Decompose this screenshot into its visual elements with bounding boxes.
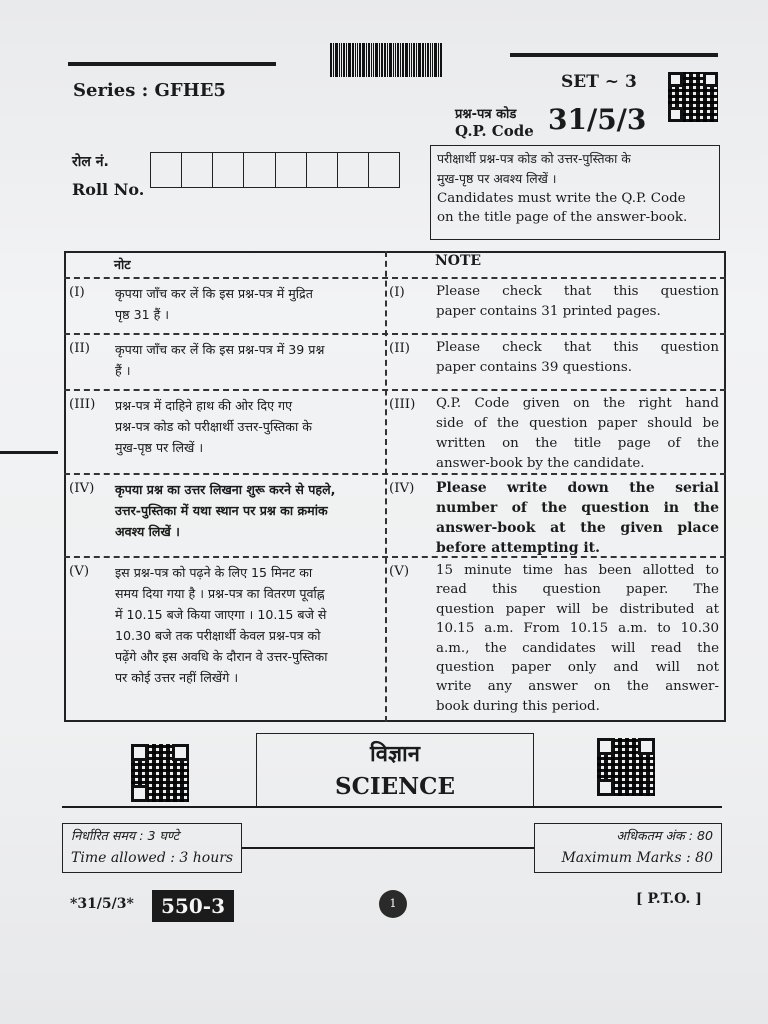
barcode-stripe bbox=[362, 43, 365, 77]
time-hindi: निर्धारित समय : 3 घण्टे bbox=[71, 828, 180, 843]
roll-digit-box[interactable] bbox=[338, 153, 369, 187]
note-hindi-line: पृष्ठ 31 हैं । bbox=[115, 307, 170, 322]
subject-english: SCIENCE bbox=[334, 773, 456, 800]
note-english-line: question paper will be distributed at bbox=[436, 601, 719, 617]
barcode-stripe bbox=[339, 43, 340, 77]
barcode-stripe bbox=[400, 43, 401, 77]
note-english-line: Please write down the serial bbox=[436, 480, 719, 496]
note-hindi-line: मुख-पृष्ठ पर लिखें । bbox=[115, 440, 204, 455]
note-number-left: (V) bbox=[69, 564, 90, 579]
subject-title-box bbox=[256, 733, 534, 807]
note-english-line: read this question paper. The bbox=[436, 582, 719, 598]
note-hindi-line: पढ़ेंगे और इस अवधि के दौरान वे उत्तर-पुस्तिका bbox=[115, 649, 328, 664]
footer-code-ref: *31/5/3* bbox=[70, 896, 134, 912]
note-english-line: Q.P. Code given on the right hand bbox=[436, 396, 719, 411]
maximum-marks-box bbox=[534, 823, 722, 873]
note-english-text bbox=[436, 561, 719, 716]
candidate-instruction-box bbox=[430, 145, 720, 240]
barcode-stripe bbox=[343, 43, 345, 77]
page-number: 1 bbox=[379, 890, 407, 918]
barcode-stripe bbox=[427, 43, 429, 77]
note-hindi-line: समय दिया गया है । प्रश्न-पत्र का वितरण पूर्वाह्न bbox=[115, 586, 325, 601]
note-english-line: answer-book by the candidate. bbox=[436, 456, 645, 471]
barcode-stripe bbox=[357, 43, 358, 77]
note-english-text bbox=[436, 338, 719, 378]
note-number-right: (III) bbox=[389, 397, 416, 412]
note-number-right: (I) bbox=[389, 285, 405, 300]
barcode-stripe bbox=[409, 43, 410, 77]
qr-code-top bbox=[668, 72, 718, 122]
barcode-stripe bbox=[368, 43, 370, 77]
barcode-stripe bbox=[335, 43, 338, 77]
roll-no-label: Roll No. bbox=[72, 180, 145, 199]
note-hindi-line: में 10.15 बजे किया जाएगा । 10.15 बजे से bbox=[115, 607, 327, 622]
paper-number-badge: 550-3 bbox=[152, 890, 234, 922]
notes-heading-hindi: नोट bbox=[114, 257, 131, 272]
note-english-text bbox=[436, 394, 719, 474]
top-right-rule bbox=[510, 53, 718, 57]
barcode-stripe bbox=[418, 43, 421, 77]
notes-column-divider bbox=[385, 251, 387, 722]
note-english-text bbox=[436, 478, 719, 558]
note-hindi-line: कृपया प्रश्न का उत्तर लिखना शुरू करने से पहले, bbox=[115, 482, 336, 497]
barcode-stripe bbox=[359, 43, 361, 77]
barcode-stripe bbox=[371, 43, 372, 77]
margin-mark bbox=[0, 451, 58, 454]
note-english-line: number of the question in the bbox=[436, 500, 719, 516]
barcode-stripe bbox=[341, 43, 342, 77]
note-number-right: (IV) bbox=[389, 481, 415, 496]
qp-code-value: 31/5/3 bbox=[548, 103, 647, 136]
subject-rule bbox=[62, 806, 722, 808]
note-english-line: 15 minute time has been allotted to bbox=[436, 563, 719, 578]
barcode-stripe bbox=[425, 43, 426, 77]
note-number-right: (V) bbox=[389, 564, 410, 579]
notes-row-divider bbox=[64, 389, 726, 391]
note-hindi-text bbox=[115, 339, 381, 381]
instruction-hindi-line: मुख-पृष्ठ पर अवश्य लिखें । bbox=[437, 171, 557, 186]
note-hindi-line: हैं । bbox=[115, 363, 131, 378]
barcode-stripe bbox=[402, 43, 404, 77]
pto-label: [ P.T.O. ] bbox=[636, 891, 702, 907]
marks-hindi: अधिकतम अंक : 80 bbox=[616, 828, 713, 843]
note-hindi-line: अवश्य लिखें । bbox=[115, 524, 180, 539]
note-english-line: Please check that this question bbox=[436, 340, 719, 355]
barcode-stripe bbox=[397, 43, 399, 77]
barcode-stripe bbox=[352, 43, 354, 77]
note-english-line: paper contains 31 printed pages. bbox=[436, 304, 661, 319]
note-english-line: answer-book at the given place bbox=[436, 520, 719, 536]
note-english-line: side of the question paper should be bbox=[436, 416, 719, 431]
note-number-left: (I) bbox=[69, 285, 85, 300]
subject-hindi: विज्ञान bbox=[370, 742, 420, 767]
note-hindi-line: 10.30 बजे तक परीक्षार्थी केवल प्रश्न-पत्र को bbox=[115, 628, 321, 643]
set-label: SET ~ 3 bbox=[561, 72, 637, 92]
barcode-stripe bbox=[434, 43, 437, 77]
note-english-text bbox=[436, 282, 719, 322]
barcode-stripe bbox=[440, 43, 442, 77]
roll-no-hindi-label: रोल नं. bbox=[72, 154, 109, 170]
note-english-line: a.m., the candidates will read the bbox=[436, 640, 719, 656]
note-english-line: before attempting it. bbox=[436, 540, 601, 556]
roll-digit-box[interactable] bbox=[276, 153, 307, 187]
barcode-stripe bbox=[432, 43, 433, 77]
barcode bbox=[330, 43, 458, 77]
instruction-english-line: on the title page of the answer-book. bbox=[437, 210, 688, 225]
note-english-line: Please check that this question bbox=[436, 284, 719, 299]
roll-digit-box[interactable] bbox=[182, 153, 213, 187]
barcode-stripe bbox=[413, 43, 415, 77]
barcode-stripe bbox=[430, 43, 431, 77]
note-hindi-line: कृपया जाँच कर लें कि इस प्रश्न-पत्र में 39 प्रश्न bbox=[115, 342, 325, 357]
barcode-stripe bbox=[438, 43, 439, 77]
barcode-stripe bbox=[333, 43, 334, 77]
barcode-stripe bbox=[379, 43, 380, 77]
note-number-right: (II) bbox=[389, 341, 411, 356]
barcode-stripe bbox=[346, 43, 347, 77]
note-english-line: book during this period. bbox=[436, 698, 600, 714]
barcode-stripe bbox=[355, 43, 356, 77]
notes-row-divider bbox=[64, 333, 726, 335]
barcode-stripe bbox=[405, 43, 408, 77]
time-english: Time allowed : 3 hours bbox=[71, 850, 234, 866]
barcode-stripe bbox=[387, 43, 388, 77]
barcode-stripe bbox=[330, 43, 332, 77]
barcode-stripe bbox=[422, 43, 424, 77]
barcode-stripe bbox=[395, 43, 396, 77]
qr-code-right bbox=[597, 738, 655, 796]
note-english-line: write any answer on the answer- bbox=[436, 679, 719, 695]
marks-english: Maximum Marks : 80 bbox=[561, 850, 713, 866]
note-english-line: question paper only and will not bbox=[436, 660, 719, 676]
barcode-stripe bbox=[381, 43, 383, 77]
note-hindi-line: प्रश्न-पत्र कोड को परीक्षार्थी उत्तर-पुस्तिका के bbox=[115, 419, 312, 434]
roll-digit-box[interactable] bbox=[213, 153, 244, 187]
barcode-stripe bbox=[373, 43, 374, 77]
note-english-line: 10.15 a.m. From 10.15 a.m. to 10.30 bbox=[436, 621, 719, 637]
roll-digit-box[interactable] bbox=[244, 153, 275, 187]
barcode-stripe bbox=[366, 43, 367, 77]
marks-rule bbox=[242, 847, 534, 849]
note-hindi-line: इस प्रश्न-पत्र को पढ़ने के लिए 15 मिनट का bbox=[115, 565, 313, 580]
barcode-stripe bbox=[416, 43, 417, 77]
barcode-stripe bbox=[389, 43, 392, 77]
notes-row-divider bbox=[64, 277, 726, 279]
roll-digit-box[interactable] bbox=[369, 153, 399, 187]
note-number-left: (III) bbox=[69, 397, 96, 412]
barcode-stripe bbox=[393, 43, 394, 77]
barcode-stripe bbox=[384, 43, 386, 77]
series-label: Series : GFHE5 bbox=[73, 80, 226, 101]
note-hindi-line: प्रश्न-पत्र में दाहिने हाथ की ओर दिए गए bbox=[115, 398, 293, 413]
roll-digit-box[interactable] bbox=[151, 153, 182, 187]
instruction-hindi-line: परीक्षार्थी प्रश्न-पत्र कोड को उत्तर-पुस्तिका के bbox=[437, 151, 631, 166]
note-hindi-line: उत्तर-पुस्तिका में यथा स्थान पर प्रश्न का क्रमांक bbox=[115, 503, 328, 518]
note-hindi-text bbox=[115, 395, 381, 458]
instruction-english-line: Candidates must write the Q.P. Code bbox=[437, 191, 686, 206]
note-number-left: (II) bbox=[69, 341, 91, 356]
qp-code-label: Q.P. Code bbox=[455, 122, 534, 140]
note-hindi-line: पर कोई उत्तर नहीं लिखेंगे । bbox=[115, 670, 239, 685]
top-left-rule bbox=[68, 62, 276, 66]
roll-no-boxes[interactable] bbox=[150, 152, 400, 188]
barcode-stripe bbox=[348, 43, 351, 77]
note-number-left: (IV) bbox=[69, 481, 95, 496]
roll-digit-box[interactable] bbox=[307, 153, 338, 187]
qp-code-hindi-label: प्रश्न-पत्र कोड bbox=[455, 107, 517, 122]
note-hindi-text bbox=[115, 562, 381, 688]
time-allowed-box bbox=[62, 823, 242, 873]
note-hindi-text bbox=[115, 479, 381, 542]
barcode-stripe bbox=[375, 43, 378, 77]
note-hindi-text bbox=[115, 283, 381, 325]
note-english-line: written on the title page of the bbox=[436, 436, 719, 451]
note-english-line: paper contains 39 questions. bbox=[436, 360, 633, 375]
note-hindi-line: कृपया जाँच कर लें कि इस प्रश्न-पत्र में मुद्रित bbox=[115, 286, 313, 301]
notes-heading-english: NOTE bbox=[435, 253, 482, 269]
qr-code-left bbox=[131, 744, 189, 802]
barcode-stripe bbox=[411, 43, 412, 77]
